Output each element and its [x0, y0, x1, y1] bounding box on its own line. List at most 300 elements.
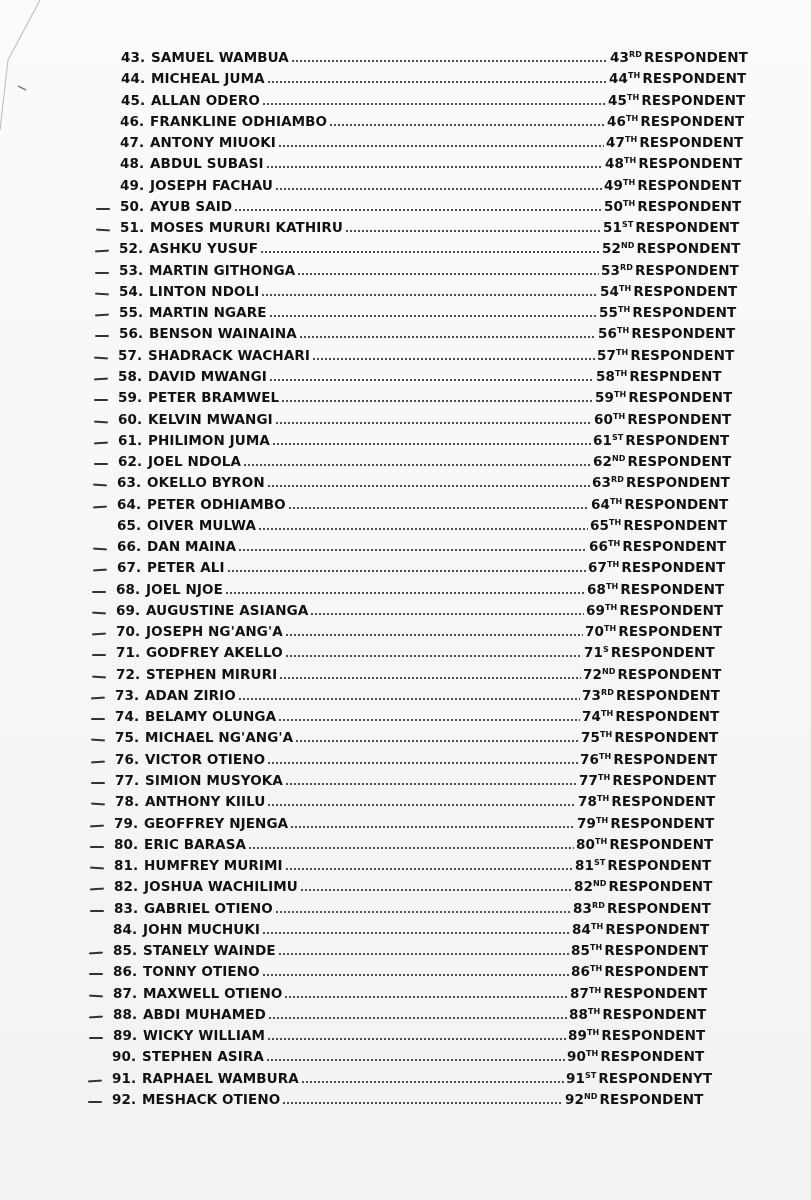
ordinal-suffix: ND	[612, 454, 626, 463]
respondent-label: RESPONDENT	[603, 986, 708, 1002]
leader-dots	[279, 667, 581, 681]
entry-number: 59.	[118, 390, 143, 406]
ordinal-number: 55	[599, 305, 618, 321]
respondent-name: ALLAN ODERO	[151, 93, 260, 109]
respondent-name: JOSHUA WACHILIMU	[144, 879, 298, 895]
respondent-entry	[0, 263, 811, 285]
respondent-designation	[603, 220, 739, 236]
respondent-name: MICHEAL JUMA	[151, 71, 265, 87]
entry-number: 65.	[117, 518, 142, 534]
respondent-label: RESPONDENT	[602, 1007, 707, 1023]
ordinal-suffix: RD	[592, 901, 606, 910]
respondent-entry	[0, 156, 811, 178]
leader-dots	[288, 497, 589, 511]
ordinal-number: 71	[584, 645, 603, 661]
ordinal-number: 90	[567, 1049, 586, 1065]
respondent-name: VICTOR OTIENO	[145, 752, 266, 768]
respondent-entry	[0, 1071, 811, 1093]
respondent-name: PETER BRAMWEL	[148, 390, 280, 406]
respondent-label: RESPONDENT	[607, 858, 712, 874]
respondent-designation	[582, 688, 720, 704]
entry-number: 87.	[113, 986, 138, 1002]
entry-number: 86.	[113, 964, 138, 980]
respondent-label: RESPONDENT	[635, 220, 740, 236]
ordinal-number: 43	[610, 50, 629, 66]
respondent-designation	[566, 1071, 712, 1087]
respondent-entry	[0, 645, 811, 667]
ordinal-number: 63	[592, 475, 611, 491]
leader-dots	[282, 1092, 563, 1106]
ordinal-suffix: TH	[608, 539, 621, 548]
ordinal-suffix: TH	[616, 348, 629, 357]
respondent-designation	[572, 922, 709, 938]
ordinal-suffix: TH	[623, 199, 636, 208]
ordinal-number: 85	[571, 943, 590, 959]
respondent-name: STEPHEN MIRURI	[146, 667, 278, 683]
respondent-name: SAMUEL WAMBUA	[151, 50, 289, 66]
respondent-entry	[0, 539, 811, 561]
entry-number: 84.	[113, 922, 138, 938]
leader-dots	[297, 263, 599, 277]
respondent-designation	[609, 71, 746, 87]
tick-mark	[94, 421, 108, 424]
leader-dots	[262, 964, 569, 978]
respondent-label: RESPONDENT	[631, 326, 736, 342]
respondent-entry	[0, 178, 811, 200]
leader-dots	[267, 1028, 566, 1042]
respondent-entry	[0, 773, 811, 795]
respondent-entry	[0, 582, 811, 604]
respondent-designation	[568, 1028, 705, 1044]
respondent-label: RESPONDENT	[608, 879, 713, 895]
tick-mark	[91, 782, 105, 784]
respondent-entry	[0, 858, 811, 880]
respondent-name: HUMFREY MURIMI	[144, 858, 283, 874]
ordinal-suffix: TH	[595, 837, 608, 846]
respondent-name: DAVID MWANGI	[148, 369, 267, 385]
respondent-entry	[0, 709, 811, 731]
respondent-designation	[604, 178, 741, 194]
respondent-label: RESPONDENT	[604, 943, 709, 959]
respondent-name: ABDUL SUBASI	[150, 156, 264, 172]
ordinal-number: 57	[597, 348, 616, 364]
ordinal-number: 49	[604, 178, 623, 194]
ordinal-number: 61	[593, 433, 612, 449]
respondent-name: WICKY WILLIAM	[143, 1028, 266, 1044]
respondent-name: MOSES MURURI KATHIRU	[150, 220, 343, 236]
ordinal-suffix: RD	[601, 688, 615, 697]
respondent-label: RESPONDENT	[636, 241, 741, 257]
respondent-entry	[0, 986, 811, 1008]
respondent-entry	[0, 624, 811, 646]
leader-dots	[267, 475, 590, 489]
leader-dots	[266, 1049, 565, 1063]
entry-number: 51.	[120, 220, 145, 236]
respondent-designation	[585, 624, 722, 640]
leader-dots	[238, 539, 587, 553]
ordinal-suffix: TH	[619, 284, 632, 293]
tick-mark	[90, 825, 104, 828]
entry-number: 55.	[119, 305, 144, 321]
leader-dots	[261, 284, 598, 298]
entry-number: 54.	[119, 284, 144, 300]
respondent-name: STEPHEN ASIRA	[142, 1049, 264, 1065]
entry-number: 49.	[120, 178, 145, 194]
respondent-designation	[567, 1049, 704, 1065]
respondent-designation	[607, 114, 744, 130]
tick-mark	[89, 973, 103, 975]
respondent-designation	[600, 284, 737, 300]
entry-number: 62.	[118, 454, 143, 470]
ordinal-number: 86	[571, 964, 590, 980]
respondent-label: RESPONDENT	[644, 50, 748, 66]
ordinal-suffix: TH	[590, 964, 603, 973]
entry-number: 69.	[116, 603, 141, 619]
ordinal-number: 77	[579, 773, 598, 789]
respondent-label: RESPONDENT	[637, 178, 742, 194]
tick-mark	[92, 676, 106, 679]
respondent-entry	[0, 688, 811, 710]
ordinal-suffix: ND	[593, 879, 607, 888]
leader-dots	[285, 645, 582, 659]
respondent-name: TONNY OTIENO	[143, 964, 260, 980]
respondent-name: STANELY WAINDE	[143, 943, 276, 959]
respondent-label: RESPONDENT	[640, 114, 745, 130]
respondent-designation	[590, 518, 727, 534]
respondent-entry	[0, 1007, 811, 1029]
tick-mark	[92, 633, 106, 636]
entry-number: 66.	[117, 539, 142, 555]
entry-number: 89.	[113, 1028, 138, 1044]
tick-mark	[89, 952, 103, 955]
respondent-designation	[605, 156, 742, 172]
ordinal-number: 64	[591, 497, 610, 513]
respondent-label: RESPONDENT	[627, 454, 732, 470]
respondent-label: RESPONDENT	[616, 688, 720, 704]
entry-number: 43.	[121, 50, 146, 66]
ordinal-suffix: TH	[609, 518, 622, 527]
ordinal-suffix: TH	[615, 369, 628, 378]
leader-dots	[300, 879, 572, 893]
respondent-designation	[592, 475, 730, 491]
respondent-label: RESPONDENT	[611, 794, 716, 810]
respondent-label: RESPONDENT	[618, 624, 723, 640]
leader-dots	[345, 220, 601, 234]
respondent-designation	[581, 730, 718, 746]
respondent-designation	[598, 326, 735, 342]
ordinal-suffix: TH	[618, 305, 631, 314]
ordinal-suffix: RD	[620, 263, 634, 272]
leader-dots	[290, 816, 575, 830]
respondent-name: AYUB SAID	[150, 199, 233, 215]
tick-mark	[94, 378, 108, 381]
entry-number: 91.	[112, 1071, 137, 1087]
respondent-entry	[0, 518, 811, 540]
respondent-label: RESPONDENT	[624, 497, 729, 513]
respondent-entry	[0, 901, 811, 923]
respondent-entry	[0, 922, 811, 944]
respondent-label: RESPONDENT	[641, 93, 746, 109]
entry-number: 53.	[119, 263, 144, 279]
tick-mark	[93, 569, 107, 572]
ordinal-suffix: TH	[590, 943, 603, 952]
leader-dots	[278, 135, 604, 149]
respondent-name: ABDI MUHAMED	[143, 1007, 266, 1023]
respondent-entry	[0, 135, 811, 157]
respondent-name: MARTIN NGARE	[149, 305, 267, 321]
ordinal-suffix: TH	[614, 390, 627, 399]
respondent-name: MAXWELL OTIENO	[143, 986, 283, 1002]
respondent-entry	[0, 93, 811, 115]
ordinal-number: 68	[587, 582, 606, 598]
leader-dots	[329, 114, 605, 128]
ordinal-number: 67	[588, 560, 607, 576]
ordinal-number: 81	[575, 858, 594, 874]
respondent-name: JOHN MUCHUKI	[143, 922, 261, 938]
ordinal-number: 82	[574, 879, 593, 895]
respondent-label: RESPONDENT	[622, 539, 727, 555]
respondent-label: RESPONDENT	[607, 901, 711, 917]
entry-number: 68.	[116, 582, 141, 598]
respondent-name: ERIC BARASA	[144, 837, 247, 853]
respondent-label: RESPONDENT	[612, 773, 717, 789]
leader-dots	[301, 1071, 564, 1085]
ordinal-number: 51	[603, 220, 622, 236]
respondent-designation	[596, 369, 722, 385]
respondent-name: JOEL NJOE	[146, 582, 223, 598]
leader-dots	[285, 624, 583, 638]
respondent-name: PHILIMON JUMA	[148, 433, 270, 449]
tick-mark	[90, 888, 104, 891]
respondent-designation	[571, 943, 708, 959]
tick-mark	[94, 357, 108, 360]
ordinal-suffix: TH	[586, 1049, 599, 1058]
respondent-designation	[577, 816, 714, 832]
respondent-entry	[0, 816, 811, 838]
ordinal-suffix: ST	[622, 220, 634, 229]
ordinal-number: 53	[601, 263, 620, 279]
entry-number: 67.	[117, 560, 142, 576]
respondent-label: RESPNDENT	[629, 369, 722, 385]
leader-dots	[291, 50, 608, 64]
leader-dots	[275, 178, 602, 192]
ordinal-suffix: RD	[629, 50, 643, 59]
respondent-designation	[594, 412, 731, 428]
respondent-designation	[573, 901, 711, 917]
tick-mark	[89, 995, 103, 998]
tick-mark	[90, 846, 104, 848]
respondent-designation	[602, 241, 741, 257]
entry-number: 61.	[118, 433, 143, 449]
respondent-name: ANTHONY KIILU	[145, 794, 266, 810]
respondent-label: RESPONDENT	[614, 730, 719, 746]
respondent-entry	[0, 305, 811, 327]
ordinal-number: 62	[593, 454, 612, 470]
leader-dots	[227, 560, 586, 574]
respondent-label: RESPONDENT	[633, 284, 738, 300]
respondent-entry	[0, 475, 811, 497]
tick-mark	[93, 506, 107, 509]
respondent-entry	[0, 1049, 811, 1071]
ordinal-suffix: TH	[628, 71, 641, 80]
respondent-entry	[0, 199, 811, 221]
tick-mark	[90, 910, 104, 912]
entry-number: 45.	[121, 93, 146, 109]
entry-number: 46.	[120, 114, 145, 130]
respondent-name: RAPHAEL WAMBURA	[142, 1071, 299, 1087]
ordinal-suffix: S	[603, 645, 609, 654]
leader-dots	[262, 922, 570, 936]
entry-number: 79.	[114, 816, 139, 832]
entry-number: 50.	[120, 199, 145, 215]
respondent-name: OKELLO BYRON	[147, 475, 265, 491]
respondent-entry	[0, 964, 811, 986]
respondent-entry	[0, 730, 811, 752]
leader-dots	[278, 709, 580, 723]
respondent-name: DAN MAINA	[147, 539, 237, 555]
respondent-name: MARTIN GITHONGA	[149, 263, 296, 279]
respondent-name: KELVIN MWANGI	[148, 412, 273, 428]
ordinal-suffix: TH	[596, 816, 609, 825]
entry-number: 81.	[114, 858, 139, 874]
ordinal-suffix: TH	[599, 752, 612, 761]
ordinal-number: 44	[609, 71, 628, 87]
ordinal-number: 87	[570, 986, 589, 1002]
entry-number: 52.	[119, 241, 144, 257]
tick-mark	[92, 612, 106, 615]
respondent-label: RESPONDENT	[637, 199, 742, 215]
entry-number: 92.	[112, 1092, 137, 1108]
respondent-label: RESPONDENYT	[598, 1071, 713, 1087]
respondent-label: RESPONDENT	[630, 348, 735, 364]
respondent-label: RESPONDENT	[601, 1028, 706, 1044]
respondent-label: RESPONDENT	[605, 922, 710, 938]
respondent-label: RESPONDENT	[610, 645, 715, 661]
respondent-entry	[0, 241, 811, 263]
leader-dots	[299, 326, 596, 340]
ordinal-number: 56	[598, 326, 617, 342]
respondent-name: BENSON WAINAINA	[149, 326, 297, 342]
respondent-name: PETER ODHIAMBO	[147, 497, 286, 513]
respondent-name: GEOFFREY NJENGA	[144, 816, 289, 832]
leader-dots	[281, 390, 593, 404]
respondent-label: RESPONDENT	[628, 390, 733, 406]
ordinal-number: 70	[585, 624, 604, 640]
respondent-label: RESPONDENT	[638, 156, 743, 172]
leader-dots	[267, 71, 607, 85]
respondent-designation	[578, 794, 715, 810]
ordinal-suffix: TH	[610, 497, 623, 506]
ordinal-number: 65	[590, 518, 609, 534]
leader-dots	[272, 433, 591, 447]
respondent-entry	[0, 837, 811, 859]
entry-number: 76.	[115, 752, 140, 768]
respondent-label: RESPONDENT	[627, 412, 732, 428]
entry-number: 77.	[115, 773, 140, 789]
ordinal-suffix: TH	[605, 603, 618, 612]
tick-mark	[95, 335, 109, 337]
respondent-label: RESPONDENT	[604, 964, 709, 980]
respondent-name: AUGUSTINE ASIANGA	[146, 603, 309, 619]
ordinal-number: 58	[596, 369, 615, 385]
ordinal-suffix: TH	[626, 114, 639, 123]
ordinal-suffix: ND	[584, 1092, 598, 1101]
respondent-name: SIMION MUSYOKA	[145, 773, 283, 789]
entry-number: 60.	[118, 412, 143, 428]
respondent-entry	[0, 1092, 811, 1114]
ordinal-number: 92	[565, 1092, 584, 1108]
ordinal-suffix: TH	[604, 624, 617, 633]
respondent-entry	[0, 71, 811, 93]
ordinal-number: 66	[589, 539, 608, 555]
respondent-designation	[591, 497, 728, 513]
ordinal-number: 79	[577, 816, 596, 832]
tick-mark	[95, 314, 109, 317]
ordinal-suffix: TH	[587, 1028, 600, 1037]
entry-number: 88.	[113, 1007, 138, 1023]
respondent-name: MESHACK OTIENO	[142, 1092, 281, 1108]
ordinal-number: 76	[580, 752, 599, 768]
entry-number: 58.	[118, 369, 143, 385]
leader-dots	[310, 603, 584, 617]
ordinal-number: 89	[568, 1028, 587, 1044]
respondent-label: RESPONDENT	[613, 752, 718, 768]
ordinal-suffix: TH	[589, 986, 602, 995]
respondent-entry	[0, 284, 811, 306]
ordinal-suffix: TH	[597, 794, 610, 803]
respondent-label: RESPONDENT	[626, 475, 730, 491]
respondent-entry	[0, 50, 811, 72]
entry-number: 85.	[113, 943, 138, 959]
entry-number: 90.	[112, 1049, 137, 1065]
ordinal-number: 45	[608, 93, 627, 109]
entry-number: 73.	[115, 688, 140, 704]
tick-mark	[91, 718, 105, 720]
ordinal-suffix: TH	[627, 93, 640, 102]
ordinal-number: 48	[605, 156, 624, 172]
respondent-designation	[606, 135, 743, 151]
respondent-label: RESPONDENT	[600, 1049, 705, 1065]
ordinal-suffix: TH	[617, 326, 630, 335]
tick-mark	[88, 1101, 102, 1103]
leader-dots	[258, 518, 588, 532]
tick-mark	[96, 208, 110, 210]
respondent-label: RESPONDENT	[632, 305, 737, 321]
leader-dots	[295, 730, 579, 744]
leader-dots	[284, 986, 568, 1000]
tick-mark	[94, 463, 108, 465]
ordinal-number: 69	[586, 603, 605, 619]
ordinal-number: 47	[606, 135, 625, 151]
ordinal-number: 46	[607, 114, 626, 130]
respondent-designation	[589, 539, 726, 555]
respondent-designation	[574, 879, 713, 895]
respondent-entry	[0, 220, 811, 242]
ordinal-suffix: ST	[594, 858, 606, 867]
leader-dots	[285, 773, 577, 787]
tick-mark	[92, 654, 106, 656]
respondent-entry	[0, 390, 811, 412]
respondent-label: RESPONDENT	[617, 667, 722, 683]
respondent-label: RESPONDENT	[599, 1092, 704, 1108]
respondent-entry	[0, 454, 811, 476]
ordinal-number: 88	[569, 1007, 588, 1023]
respondent-designation	[597, 348, 734, 364]
respondent-name: ADAN ZIRIO	[145, 688, 236, 704]
ordinal-number: 84	[572, 922, 591, 938]
respondent-designation	[593, 433, 729, 449]
ordinal-suffix: TH	[601, 709, 614, 718]
